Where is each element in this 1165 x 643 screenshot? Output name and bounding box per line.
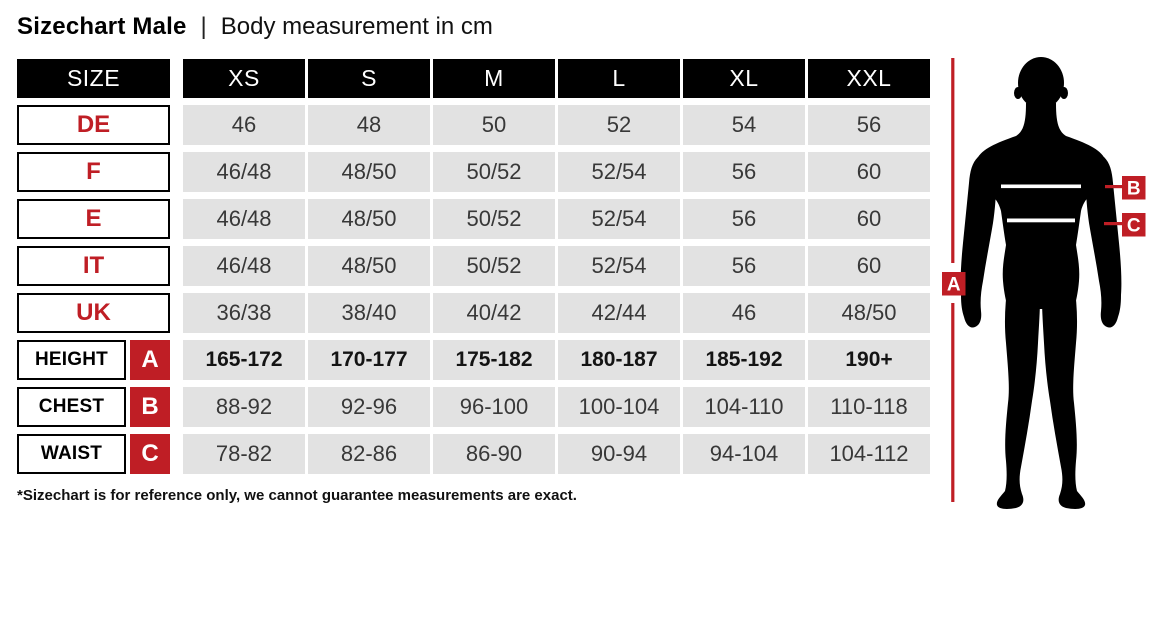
table-cell: 52/54	[558, 246, 680, 286]
column-gap	[170, 59, 180, 98]
column-gap	[170, 105, 180, 145]
row-label-chest-group	[17, 387, 170, 427]
waist-line	[1007, 219, 1075, 223]
table-cell: 56	[683, 199, 805, 239]
table-cell: 104-110	[683, 387, 805, 427]
table-cell: 170-177	[308, 340, 430, 380]
row-label-de: DE	[17, 105, 170, 145]
column-gap	[170, 246, 180, 286]
table-cell: 190+	[808, 340, 930, 380]
table-cell: 46	[183, 105, 305, 145]
marker-b-connector	[1105, 185, 1122, 188]
table-cell: 180-187	[558, 340, 680, 380]
table-cell: 52/54	[558, 152, 680, 192]
row-label-height: HEIGHT	[17, 340, 126, 380]
table-row-de	[17, 105, 930, 145]
column-header-m: M	[433, 59, 555, 98]
male-figure	[930, 53, 1165, 515]
table-cell: 46/48	[183, 246, 305, 286]
table-cell: 60	[808, 246, 930, 286]
column-gap	[170, 434, 180, 474]
table-row-e	[17, 199, 930, 239]
table-cell: 48/50	[808, 293, 930, 333]
table-cell: 48/50	[308, 246, 430, 286]
table-cell: 86-90	[433, 434, 555, 474]
table-cell: 82-86	[308, 434, 430, 474]
table-cell: 90-94	[558, 434, 680, 474]
table-cell: 46/48	[183, 199, 305, 239]
column-gap	[170, 293, 180, 333]
table-row-height	[17, 340, 930, 380]
table-row-f	[17, 152, 930, 192]
table-cell: 42/44	[558, 293, 680, 333]
marker-c-connector	[1104, 222, 1122, 225]
marker-c-badge: C	[130, 434, 170, 474]
table-cell: 52	[558, 105, 680, 145]
figure-marker-b: B	[1126, 178, 1141, 200]
footnote: *Sizechart is for reference only, we cannot guarantee measurements are exact.	[17, 487, 577, 504]
table-cell: 52/54	[558, 199, 680, 239]
table-cell: 56	[683, 152, 805, 192]
table-cell: 50	[433, 105, 555, 145]
column-header-xl: XL	[683, 59, 805, 98]
table-cell: 110-118	[808, 387, 930, 427]
table-cell: 50/52	[433, 152, 555, 192]
table-row-it	[17, 246, 930, 286]
table-cell: 56	[808, 105, 930, 145]
title-divider: |	[200, 13, 207, 40]
table-cell: 50/52	[433, 199, 555, 239]
table-cell: 185-192	[683, 340, 805, 380]
table-cell: 48/50	[308, 199, 430, 239]
row-label-waist-group	[17, 434, 170, 474]
height-line-upper	[951, 58, 954, 263]
table-cell: 46/48	[183, 152, 305, 192]
column-header-xxl: XXL	[808, 59, 930, 98]
table-cell: 96-100	[433, 387, 555, 427]
title-subtitle: Body measurement in cm	[220, 13, 493, 40]
column-header-l: L	[558, 59, 680, 98]
table-cell: 56	[683, 246, 805, 286]
table-cell: 50/52	[433, 246, 555, 286]
column-gap	[170, 152, 180, 192]
column-header-xs: XS	[183, 59, 305, 98]
column-gap	[170, 387, 180, 427]
table-cell: 36/38	[183, 293, 305, 333]
table-cell: 104-112	[808, 434, 930, 474]
table-cell: 38/40	[308, 293, 430, 333]
row-label-it: IT	[17, 246, 170, 286]
row-label-uk: UK	[17, 293, 170, 333]
table-row-chest	[17, 387, 930, 427]
table-cell: 40/42	[433, 293, 555, 333]
table-header-row	[17, 59, 930, 98]
table-cell: 60	[808, 152, 930, 192]
male-silhouette-diagram	[930, 53, 1165, 515]
table-cell: 165-172	[183, 340, 305, 380]
table-cell: 46	[683, 293, 805, 333]
row-label-f: F	[17, 152, 170, 192]
chest-line	[1001, 185, 1081, 189]
table-cell: 48	[308, 105, 430, 145]
page-title	[17, 13, 493, 41]
figure-marker-a: A	[946, 274, 961, 296]
size-table	[17, 59, 930, 481]
row-label-waist: WAIST	[17, 434, 126, 474]
height-line-lower	[951, 303, 954, 502]
column-header-s: S	[308, 59, 430, 98]
column-gap	[170, 199, 180, 239]
marker-b-badge: B	[130, 387, 170, 427]
row-label-height-group	[17, 340, 170, 380]
title-main: Sizechart Male	[17, 13, 187, 40]
table-cell: 48/50	[308, 152, 430, 192]
table-cell: 92-96	[308, 387, 430, 427]
figure-marker-c: C	[1126, 215, 1141, 237]
table-row-waist	[17, 434, 930, 474]
table-cell: 54	[683, 105, 805, 145]
table-cell: 175-182	[433, 340, 555, 380]
table-cell: 100-104	[558, 387, 680, 427]
row-label-e: E	[17, 199, 170, 239]
column-gap	[170, 340, 180, 380]
row-label-chest: CHEST	[17, 387, 126, 427]
column-header-size: SIZE	[17, 59, 170, 98]
table-cell: 94-104	[683, 434, 805, 474]
table-cell: 78-82	[183, 434, 305, 474]
marker-a-badge: A	[130, 340, 170, 380]
body-silhouette	[961, 57, 1122, 509]
table-cell: 60	[808, 199, 930, 239]
table-cell: 88-92	[183, 387, 305, 427]
table-row-uk	[17, 293, 930, 333]
